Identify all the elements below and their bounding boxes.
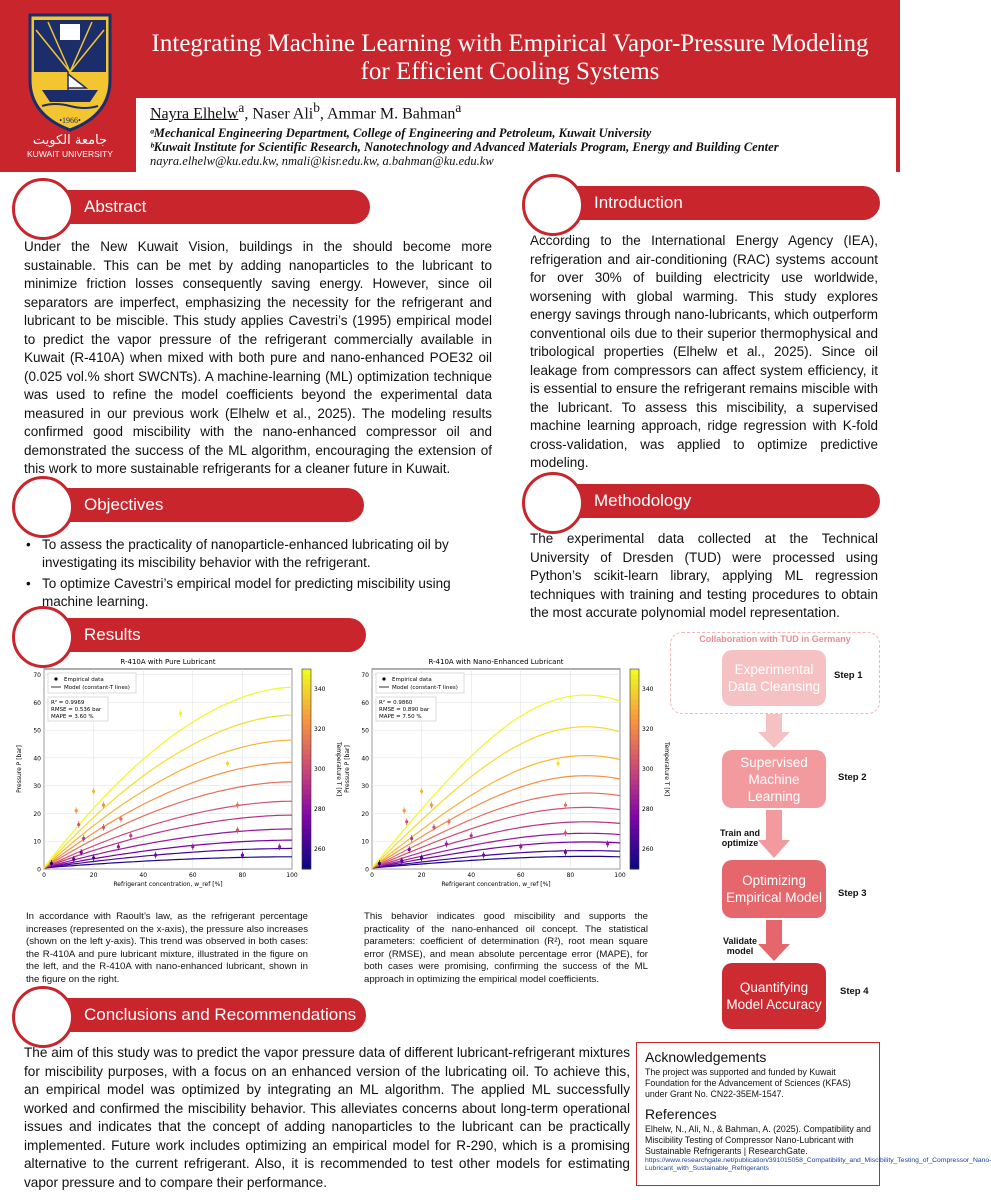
data-point: [80, 851, 83, 854]
colorbar-segment: [302, 789, 311, 795]
data-point: [420, 856, 423, 859]
data-point: [236, 804, 239, 807]
colorbar-segment: [630, 789, 639, 795]
objective-item: • To optimize Cavestri’s empirical model for predicting miscibility using machine learning.: [22, 575, 492, 611]
colorbar-tick-label: 340: [642, 686, 654, 693]
y-tick-label: 50: [361, 727, 369, 735]
legend-marker: [382, 677, 385, 680]
stats-text: MAPE = 3.60 %: [51, 714, 94, 720]
y-axis-label: Pressure P [bar]: [16, 745, 23, 793]
data-point: [430, 804, 433, 807]
y-tick-label: 60: [33, 699, 41, 707]
x-tick-label: 0: [370, 872, 374, 879]
data-point: [154, 854, 157, 857]
colorbar-segment: [630, 834, 639, 840]
x-tick-label: 80: [566, 872, 575, 879]
x-tick-label: 40: [467, 872, 476, 879]
data-point: [400, 859, 403, 862]
colorbar-segment: [302, 784, 311, 790]
x-tick-label: 40: [139, 872, 148, 879]
legend-marker: [54, 677, 57, 680]
colorbar-segment: [630, 684, 639, 690]
author3-sup: a: [455, 100, 462, 115]
data-point: [241, 854, 244, 857]
data-point: [432, 826, 435, 829]
colorbar-segment: [630, 694, 639, 700]
colorbar-segment: [302, 704, 311, 710]
colorbar-segment: [302, 729, 311, 735]
data-point: [470, 834, 473, 837]
collab-label: Collaboration with TUD in Germany: [699, 634, 851, 644]
y-tick-label: 0: [365, 866, 369, 874]
colorbar-segment: [302, 794, 311, 800]
logo-english-text: KUWAIT UNIVERSITY: [27, 149, 113, 159]
colorbar-segment: [302, 679, 311, 685]
header: [0, 0, 900, 172]
header-circle-icon: [12, 476, 74, 538]
colorbar-segment: [630, 754, 639, 760]
data-point: [226, 762, 229, 765]
colorbar-segment: [302, 834, 311, 840]
colorbar-tick-label: 260: [642, 846, 654, 853]
colorbar-segment: [630, 769, 639, 775]
colorbar-segment: [302, 839, 311, 845]
colorbar-segment: [630, 819, 639, 825]
x-axis-label: Refrigerant concentration, w_ref [%]: [441, 881, 551, 888]
caption-right: This behavior indicates good miscibility and supports the practicality of the nano-enhanced oil concept. The statistical parameters: coefficient of determination (R²), root mean square error (RMSE), and mean absolute percentage error (MAPE), for both cases were promising, confirming the success of the ML approach in optimizing the empirical model coefficients.: [364, 911, 648, 985]
author-list: [150, 100, 461, 123]
data-point: [102, 804, 105, 807]
results-header: Results: [20, 618, 366, 652]
legend-entry: Model (constant-T lines): [392, 685, 458, 691]
stats-text: R² = 0.9969: [51, 700, 85, 706]
colorbar-segment: [630, 674, 639, 680]
colorbar-tick-label: 340: [314, 686, 326, 693]
methodology-flowchart: [662, 630, 882, 1030]
methodology-header: Methodology: [530, 484, 880, 518]
flow-arrows: [662, 630, 882, 1030]
colorbar-segment: [630, 669, 639, 675]
data-point: [278, 845, 281, 848]
colorbar-segment: [302, 714, 311, 720]
poster-title: Integrating Machine Learning with Empirical Vapor-Pressure Modeling for Efficient Cooling Systems: [151, 30, 869, 85]
step4-box: Quantifying Model Accuracy: [722, 963, 826, 1029]
arrow-down-icon: [758, 714, 790, 748]
author2-sup: b: [313, 100, 320, 115]
colorbar-segment: [302, 744, 311, 750]
colorbar-segment: [302, 754, 311, 760]
x-tick-label: 80: [238, 872, 247, 879]
logo-year: •1966•: [59, 116, 81, 125]
colorbar-segment: [302, 799, 311, 805]
colorbar-segment: [630, 744, 639, 750]
y-tick-label: 70: [361, 672, 369, 680]
legend-entry: Model (constant-T lines): [64, 685, 130, 691]
colorbar-segment: [630, 734, 639, 740]
data-point: [405, 820, 408, 823]
colorbar-segment: [302, 684, 311, 690]
colorbar-tick-label: 280: [642, 806, 654, 813]
kuwait-university-logo: [20, 10, 120, 160]
colorbar-segment: [630, 859, 639, 865]
colorbar-segment: [302, 864, 311, 870]
colorbar-segment: [630, 814, 639, 820]
y-axis-label: Pressure P [bar]: [344, 745, 351, 793]
colorbar-label: Temperature T [K]: [663, 741, 670, 797]
colorbar-segment: [302, 759, 311, 765]
colorbar-tick-label: 300: [314, 766, 326, 773]
colorbar-segment: [302, 854, 311, 860]
data-point: [564, 804, 567, 807]
colorbar-segment: [630, 849, 639, 855]
acknowledgements-box: [636, 1042, 991, 1186]
colorbar-tick-label: 320: [642, 726, 654, 733]
colorbar-segment: [630, 704, 639, 710]
colorbar-segment: [630, 689, 639, 695]
data-point: [75, 809, 78, 812]
y-tick-label: 10: [361, 838, 369, 846]
data-point: [50, 862, 53, 865]
y-tick-label: 30: [361, 783, 369, 791]
methodology-text: The experimental data collected at the Technical University of Dresden (TUD) were processed using Python’s scikit-learn library, applying ML regression techniques with training and testing procedures to obtain the most accurate polynomial model representation.: [530, 531, 878, 620]
abstract-text: Under the New Kuwait Vision, buildings in the should become more sustainable. This can be met by adding nanoparticles to the lubricant to minimize friction losses consequently saving energy. However, since oil separators are imperfect, emphasizing the necessity for the refrigerant and lubricant to be miscible. This study applies Cavestri’s (1995) empirical model to predict the vapor pressure of the refrigerant commercially available in Kuwait (R-410A) when mixed with both pure and nano-enhanced POE32 oil (0.025 vol.% short SWCNTs). A machine-learning (ML) optimization technique was used to refine the model coefficients beyond the experimental data measured in our previous work (Elhelw et al., 2025). The modeling results confirmed good miscibility with the nano-enhanced compressor oil and demonstrated the success of the ML algorithm, encouraging the extension of this work to more sustainable refrigerants for a cleaner future in Kuwait.: [24, 239, 492, 476]
data-point: [82, 837, 85, 840]
y-tick-label: 30: [33, 783, 41, 791]
colorbar-segment: [302, 699, 311, 705]
colorbar-segment: [302, 719, 311, 725]
colorbar-segment: [302, 774, 311, 780]
colorbar-segment: [302, 669, 311, 675]
x-tick-label: 20: [417, 872, 426, 879]
colorbar-segment: [630, 799, 639, 805]
colorbar-segment: [630, 809, 639, 815]
colorbar-label: Temperature T [K]: [335, 741, 342, 797]
colorbar-segment: [630, 724, 639, 730]
colorbar-segment: [302, 764, 311, 770]
x-tick-label: 100: [286, 872, 298, 879]
reference-text: Elhelw, N., Ali, N., & Bahman, A. (2025). Compatibility and Miscibility Testing of Compressor Nano-Lubricant with Sustainable Refrigerants | ResearchGate.: [645, 1124, 871, 1156]
data-point: [92, 790, 95, 793]
colorbar-segment: [630, 764, 639, 770]
stats-text: RMSE = 0.536 bar: [51, 707, 102, 713]
caption-left: In accordance with Raoult’s law, as the refrigerant percentage increases (represented on the x-axis), the pressure also increases (shown on the left y-axis). This trend was observed in both cases: the R-410A and pure lubricant mixture, illustrated in the figure on the left, and the R-410A with nano-enhanced lubricant, shown in the figure on the right.: [26, 911, 308, 985]
colorbar-tick-label: 320: [314, 726, 326, 733]
colorbar-segment: [630, 839, 639, 845]
data-point: [129, 834, 132, 837]
data-point: [410, 837, 413, 840]
affiliation-a: ᵃMechanical Engineering Department, College of Engineering and Petroleum, Kuwait University: [150, 126, 652, 140]
objective-item: • To assess the practicality of nanoparticle-enhanced lubricating oil by investigating its miscibility behavior with the refrigerant.: [22, 536, 492, 572]
y-tick-label: 40: [361, 755, 369, 763]
header-circle-icon: [522, 174, 584, 236]
data-point: [564, 851, 567, 854]
stats-text: MAPE = 7.50 %: [379, 714, 422, 720]
colorbar-segment: [630, 804, 639, 810]
colorbar-segment: [630, 759, 639, 765]
y-tick-label: 20: [361, 810, 369, 818]
introduction-header: Introduction: [530, 186, 880, 220]
data-point: [236, 829, 239, 832]
step1-label: Step 1: [834, 670, 863, 681]
colorbar-segment: [302, 779, 311, 785]
x-tick-label: 0: [42, 872, 46, 879]
data-point: [92, 856, 95, 859]
data-point: [482, 854, 485, 857]
colorbar-tick-label: 280: [314, 806, 326, 813]
legend-entry: Empirical data: [392, 677, 432, 683]
objectives-header: Objectives: [20, 488, 364, 522]
colorbar-segment: [302, 734, 311, 740]
presenting-author: Nayra Elhelw: [150, 105, 239, 123]
colorbar-segment: [302, 674, 311, 680]
header-circle-icon: [12, 178, 74, 240]
affiliation-b: ᵇKuwait Institute for Scientific Research, Nanotechnology and Advanced Materials Program, Energy and Building Center: [150, 140, 779, 154]
step3-label: Step 3: [838, 888, 867, 899]
author2: , Naser Ali: [244, 105, 314, 123]
abstract-header: Abstract: [20, 190, 370, 224]
colorbar-segment: [630, 784, 639, 790]
colorbar-segment: [302, 739, 311, 745]
ack-text: The project was supported and funded by Kuwait Foundation for the Advancement of Sciences (KFAS) under Grant No. CN22-35EM-1547.: [645, 1067, 851, 1099]
objectives-list: [22, 536, 492, 614]
colorbar-segment: [302, 749, 311, 755]
step2-box: Supervised Machine Learning: [722, 750, 826, 808]
colorbar-tick-label: 300: [642, 766, 654, 773]
step1-box: Experimental Data Cleansing: [722, 650, 826, 706]
data-point: [77, 823, 80, 826]
colorbar-segment: [630, 779, 639, 785]
step2-label: Step 2: [838, 772, 867, 783]
y-tick-label: 20: [33, 810, 41, 818]
colorbar-segment: [302, 844, 311, 850]
colorbar-segment: [302, 859, 311, 865]
data-point: [606, 842, 609, 845]
chart-pure-lubricant: [12, 655, 342, 909]
header-circle-icon: [12, 986, 74, 1048]
stats-text: RMSE = 0.890 bar: [379, 707, 430, 713]
colorbar-segment: [630, 709, 639, 715]
chart-title: R-410A with Nano-Enhanced Lubricant: [428, 658, 564, 666]
author3: , Ammar M. Bahman: [319, 105, 456, 123]
colorbar-segment: [302, 824, 311, 830]
colorbar-segment: [302, 814, 311, 820]
y-tick-label: 50: [33, 727, 41, 735]
chart-nano-lubricant: [340, 655, 670, 909]
y-tick-label: 60: [361, 699, 369, 707]
colorbar-segment: [630, 824, 639, 830]
ack-title: Acknowledgements: [645, 1049, 767, 1065]
colorbar-segment: [302, 724, 311, 730]
x-axis-label: Refrigerant concentration, w_ref [%]: [113, 881, 223, 888]
colorbar-segment: [630, 714, 639, 720]
chart-title: R-410A with Pure Lubricant: [120, 658, 216, 666]
colorbar-segment: [630, 719, 639, 725]
colorbar-segment: [630, 829, 639, 835]
colorbar-segment: [630, 679, 639, 685]
colorbar-segment: [302, 709, 311, 715]
data-point: [447, 820, 450, 823]
logo-arabic-text: جامعة الكويت: [32, 133, 108, 148]
y-tick-label: 40: [33, 755, 41, 763]
data-point: [191, 845, 194, 848]
colorbar-segment: [630, 739, 639, 745]
data-point: [179, 712, 182, 715]
data-point: [102, 826, 105, 829]
conclusions-text: The aim of this study was to predict the vapor pressure data of different lubricant-refrigerant mixtures for miscibility purposes, with a focus on an enhanced version of the lubricating oil. To achieve this, an empirical model was optimized by integrating an ML algorithm. The applied ML successfully worked and confirmed the miscibility behavior. This alleviates concerns about long-term operational issues and indicates that the concept of adding nanoparticles to the lubricant can be practically implemented. Future work includes optimizing an empirical model for R-290, which is a promising alternative to the current refrigerant. Also, it is recommended to test other models for estimating vapor pressure and to compare their performance.: [24, 1045, 630, 1190]
stats-text: R² = 0.9860: [379, 700, 413, 706]
data-point: [564, 831, 567, 834]
data-point: [117, 845, 120, 848]
data-point: [408, 848, 411, 851]
colorbar-segment: [302, 769, 311, 775]
step4-label: Step 4: [840, 986, 869, 997]
arrow-label-validate: Validate model: [722, 936, 758, 956]
colorbar-segment: [630, 864, 639, 870]
arrow-label-train: Train and optimize: [719, 828, 760, 848]
colorbar-segment: [302, 809, 311, 815]
references-title: References: [645, 1106, 717, 1122]
header-circle-icon: [522, 472, 584, 534]
x-tick-label: 20: [89, 872, 98, 879]
data-point: [445, 842, 448, 845]
x-tick-label: 60: [188, 872, 197, 879]
x-tick-label: 100: [614, 872, 626, 879]
x-tick-label: 60: [516, 872, 525, 879]
y-tick-label: 0: [37, 866, 41, 874]
legend-entry: Empirical data: [64, 677, 104, 683]
colorbar-segment: [630, 749, 639, 755]
data-point: [403, 809, 406, 812]
data-point: [420, 790, 423, 793]
reference-link[interactable]: https://www.researchgate.net/publication/391015058_Compatibility_and_Miscibility_Testing_of_Compressor_Nano-Lubricant_with_Sustainable_Refrigerants: [645, 1157, 991, 1172]
author1-sup: a: [238, 100, 245, 115]
step3-box: Optimizing Empirical Model: [722, 860, 826, 918]
affiliations: [150, 126, 890, 154]
colorbar-segment: [630, 844, 639, 850]
data-point: [72, 858, 75, 861]
colorbar-segment: [302, 694, 311, 700]
colorbar-segment: [302, 819, 311, 825]
data-point: [378, 862, 381, 865]
colorbar-segment: [302, 689, 311, 695]
y-tick-label: 10: [33, 838, 41, 846]
colorbar-segment: [630, 729, 639, 735]
colorbar-segment: [630, 794, 639, 800]
data-point: [119, 817, 122, 820]
data-point: [519, 845, 522, 848]
y-tick-label: 70: [33, 672, 41, 680]
colorbar-segment: [630, 854, 639, 860]
colorbar-segment: [630, 774, 639, 780]
colorbar-segment: [302, 829, 311, 835]
data-point: [556, 762, 559, 765]
author-emails: nayra.elhelw@ku.edu.kw, nmali@kisr.edu.kw, a.bahman@ku.edu.kw: [150, 154, 494, 168]
colorbar-segment: [630, 699, 639, 705]
colorbar-segment: [302, 849, 311, 855]
colorbar-tick-label: 260: [314, 846, 326, 853]
conclusions-header: Conclusions and Recommendations: [20, 998, 366, 1032]
introduction-text: According to the International Energy Agency (IEA), refrigeration and air-conditioning (RAC) systems account for over 30% of building electricity use worldwide, worsening with global warming. This study explores energy savings through nano-lubricants, which outperform conventional oils due to their superior thermophysical and tribological properties (Elhelw et al., 2025). Since oil leakage from compressors can affect system efficiency, it is essential to ensure the refrigerant remains miscible with the lubricant. To assess this miscibility, a supervised machine learning approach, ridge regression with K-fold cross-validation, was applied to optimize predictive modeling.: [530, 233, 878, 470]
colorbar-segment: [302, 804, 311, 810]
